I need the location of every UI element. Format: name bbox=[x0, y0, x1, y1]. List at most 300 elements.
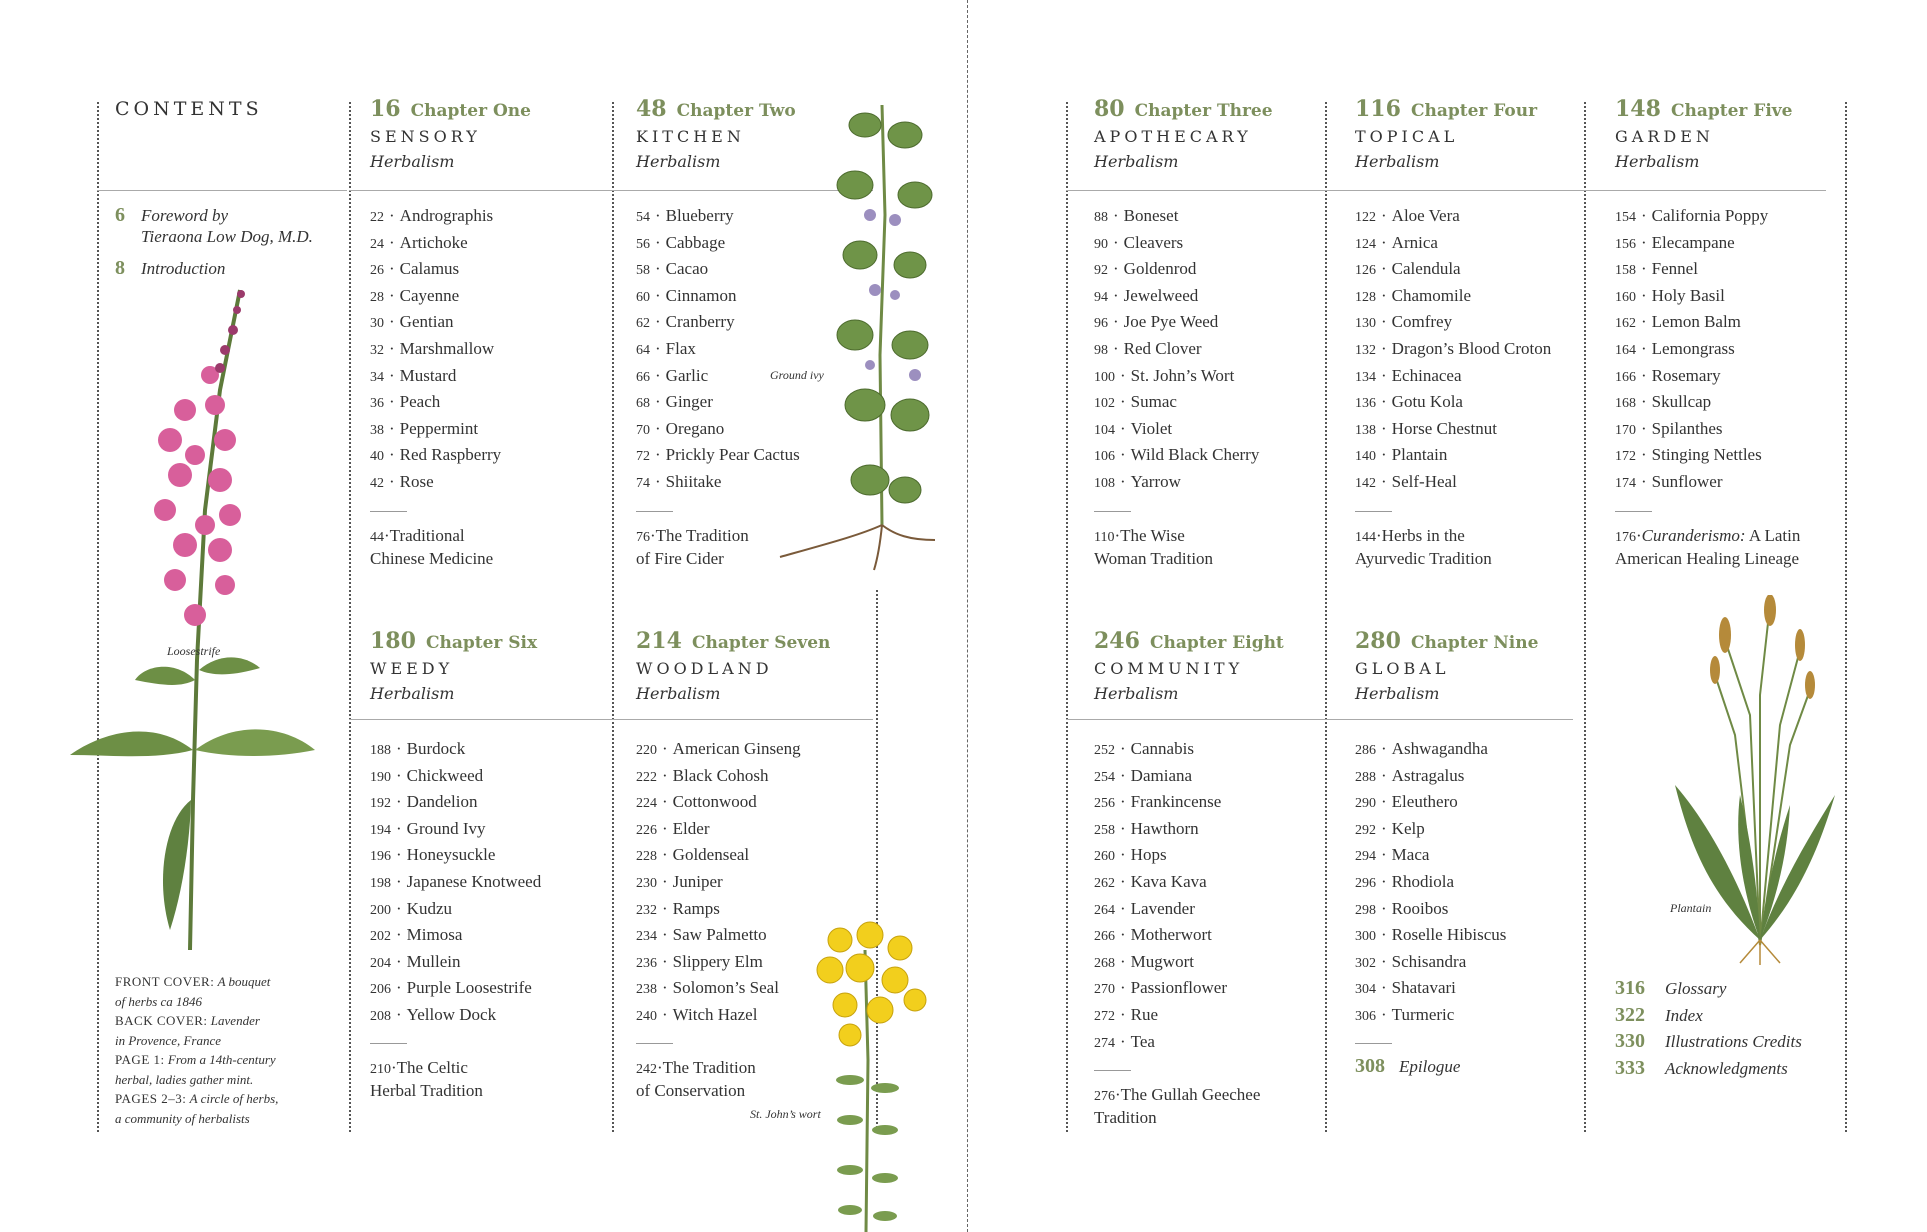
closing-text: Herbs in the bbox=[1381, 526, 1465, 545]
entry-title: Kava Kava bbox=[1130, 871, 1207, 891]
toc-entry: 30 · Gentian bbox=[370, 312, 454, 332]
entry-page: 274 bbox=[1094, 1035, 1115, 1051]
toc-entry: 288 · Astragalus bbox=[1355, 765, 1465, 785]
chapter-name: TOPICAL bbox=[1355, 127, 1459, 146]
toc-entry: 56 · Cabbage bbox=[636, 232, 726, 252]
chapter-page: 180 bbox=[370, 628, 416, 654]
entry-title: Dandelion bbox=[406, 792, 478, 812]
entry-title: Oregano bbox=[665, 418, 725, 438]
credit-text: A circle of herbs, bbox=[189, 1091, 279, 1106]
closing-text: Tradition bbox=[1094, 1108, 1157, 1127]
section-divider bbox=[370, 1043, 407, 1044]
back-matter-list bbox=[1615, 975, 1802, 1081]
toc-entry: 196 · Honeysuckle bbox=[370, 845, 496, 865]
entry-page: 96 bbox=[1094, 316, 1108, 332]
entry-page: 266 bbox=[1094, 929, 1115, 945]
entry-page: 240 bbox=[636, 1008, 657, 1024]
entry-page: 306 bbox=[1355, 1008, 1376, 1024]
entry-page: 124 bbox=[1355, 236, 1376, 252]
toc-entry: 206 · Purple Loosestrife bbox=[370, 978, 532, 998]
entry-page: 26 bbox=[370, 263, 384, 279]
st-johns-wort-illustration bbox=[750, 920, 960, 1232]
plantain-illustration bbox=[1640, 595, 1850, 965]
toc-entry: 128 · Chamomile bbox=[1355, 285, 1471, 305]
entry-title: St. John’s Wort bbox=[1130, 365, 1235, 385]
toc-entry: 140 · Plantain bbox=[1355, 445, 1448, 465]
toc-entry: 254 · Damiana bbox=[1094, 765, 1193, 785]
closing-entry: 210·The Celtic Herbal Tradition bbox=[370, 1058, 483, 1100]
closing-text: Herbal Tradition bbox=[370, 1081, 483, 1100]
toc-entry: 294 · Maca bbox=[1355, 845, 1430, 865]
toc-entry: 266 · Motherwort bbox=[1094, 925, 1212, 945]
entry-page: 142 bbox=[1355, 475, 1376, 491]
foreword-label: Foreword by bbox=[141, 206, 229, 225]
toc-entry: 106 · Wild Black Cherry bbox=[1094, 445, 1260, 465]
closing-entry: 76·The Tradition of Fire Cider bbox=[636, 526, 749, 568]
closing-page: 144 bbox=[1355, 530, 1376, 545]
entry-page: 206 bbox=[370, 982, 391, 998]
introduction-page: 8 bbox=[115, 257, 125, 279]
entry-page: 258 bbox=[1094, 822, 1115, 838]
closing-entry: 242·The Tradition of Conservation bbox=[636, 1058, 756, 1100]
entry-page: 156 bbox=[1615, 236, 1636, 252]
toc-entry: 188 · Burdock bbox=[370, 739, 466, 758]
entry-title: Red Raspberry bbox=[399, 445, 502, 465]
entry-title: Maca bbox=[1391, 845, 1430, 865]
entry-title: Joe Pye Weed bbox=[1123, 312, 1219, 332]
closing-page: 210 bbox=[370, 1062, 391, 1077]
entry-page: 298 bbox=[1355, 902, 1376, 918]
entry-page: 292 bbox=[1355, 822, 1376, 838]
chapter-header bbox=[1094, 96, 1273, 171]
entry-page: 254 bbox=[1094, 769, 1115, 785]
entry-page: 234 bbox=[636, 929, 657, 945]
back-matter-item: 333 Acknowledgments bbox=[1615, 1056, 1788, 1079]
section-divider bbox=[1355, 1043, 1392, 1044]
chapter-subtitle: Herbalism bbox=[1094, 152, 1179, 171]
toc-entry: 256 · Frankincense bbox=[1094, 792, 1222, 812]
toc-entry: 220 · American Ginseng bbox=[636, 739, 801, 758]
chapter-name: COMMUNITY bbox=[1094, 659, 1244, 678]
section-divider bbox=[1094, 511, 1131, 512]
entry-page: 200 bbox=[370, 902, 391, 918]
entry-title: Marshmallow bbox=[399, 338, 495, 358]
entry-page: 28 bbox=[370, 289, 384, 305]
entry-page: 252 bbox=[1094, 743, 1115, 758]
dotted-rule bbox=[349, 102, 351, 1132]
section-divider bbox=[1094, 1070, 1131, 1071]
entry-title: Shiitake bbox=[665, 471, 722, 491]
credit-label: BACK COVER: bbox=[115, 1013, 208, 1028]
entry-title: Tea bbox=[1130, 1031, 1155, 1051]
toc-entry: 292 · Kelp bbox=[1355, 818, 1425, 838]
toc-entry: 36 · Peach bbox=[370, 392, 441, 412]
entry-page: 134 bbox=[1355, 369, 1376, 385]
entry-page: 108 bbox=[1094, 475, 1115, 491]
entry-page: 138 bbox=[1355, 422, 1376, 438]
entry-title: Slippery Elm bbox=[672, 951, 763, 971]
entry-title: Lemongrass bbox=[1651, 338, 1735, 358]
entry-title: Peach bbox=[399, 392, 441, 412]
section-divider bbox=[370, 511, 407, 512]
section-divider bbox=[1615, 511, 1652, 512]
loosestrife-caption: Loosestrife bbox=[167, 644, 221, 658]
chapter-subtitle: Herbalism bbox=[370, 684, 455, 703]
entry-page: 304 bbox=[1355, 982, 1376, 998]
closing-page: 76 bbox=[636, 530, 650, 545]
entry-title: Aloe Vera bbox=[1391, 206, 1460, 225]
chapter-subtitle: Herbalism bbox=[1094, 684, 1179, 703]
chapter-header bbox=[1094, 628, 1284, 703]
toc-entry: 90 · Cleavers bbox=[1094, 232, 1184, 252]
closing-page: 176 bbox=[1615, 530, 1636, 545]
entry-page: 236 bbox=[636, 955, 657, 971]
entry-title: Echinacea bbox=[1391, 365, 1462, 385]
entry-page: 296 bbox=[1355, 875, 1376, 891]
entry-title: Ginger bbox=[665, 392, 713, 412]
closing-page: 110 bbox=[1094, 530, 1115, 545]
entry-title: Cleavers bbox=[1123, 232, 1184, 252]
credit-text: a community of herbalists bbox=[115, 1110, 250, 1126]
entry-title: Calamus bbox=[399, 259, 460, 279]
toc-entry: 238 · Solomon’s Seal bbox=[636, 978, 779, 998]
closing-entry: 176·Curanderismo: A Latin American Healing Lineage bbox=[1615, 526, 1801, 568]
toc-entry: 270 · Passionflower bbox=[1094, 978, 1227, 998]
entry-title: Artichoke bbox=[399, 232, 468, 252]
entry-title: Damiana bbox=[1130, 765, 1193, 785]
entry-page: 220 bbox=[636, 743, 657, 758]
toc-entry: 262 · Kava Kava bbox=[1094, 871, 1207, 891]
chapter-subtitle: Herbalism bbox=[636, 152, 721, 171]
epilogue-label: Epilogue bbox=[1399, 1057, 1461, 1076]
toc-entry: 226 · Elder bbox=[636, 818, 710, 838]
entry-title: Hops bbox=[1130, 845, 1167, 865]
closing-text: Ayurvedic Tradition bbox=[1355, 549, 1492, 568]
entry-title: Chickweed bbox=[406, 765, 484, 785]
entry-title: Rose bbox=[399, 471, 434, 491]
toc-entry: 126 · Calendula bbox=[1355, 259, 1461, 279]
entry-title: Rhodiola bbox=[1391, 871, 1455, 891]
introduction-label: Introduction bbox=[141, 259, 226, 278]
toc-entry: 102 · Sumac bbox=[1094, 392, 1177, 412]
toc-entry: 236 · Slippery Elm bbox=[636, 951, 763, 971]
entry-page: 256 bbox=[1094, 796, 1115, 812]
toc-entry: 192 · Dandelion bbox=[370, 792, 478, 812]
toc-entry: 302 · Schisandra bbox=[1355, 951, 1467, 971]
chapter-entry-list bbox=[1355, 736, 1506, 1029]
entry-title: Cottonwood bbox=[672, 792, 757, 812]
closing-page: 242 bbox=[636, 1062, 657, 1077]
chapter-name: APOTHECARY bbox=[1094, 127, 1252, 146]
entry-title: Mimosa bbox=[406, 925, 463, 945]
entry-page: 166 bbox=[1615, 369, 1636, 385]
chapter-entry-list bbox=[1615, 203, 1768, 496]
entry-page: 54 bbox=[636, 210, 650, 225]
back-matter-item: 322 Index bbox=[1615, 1003, 1703, 1026]
entry-title: Roselle Hibiscus bbox=[1391, 925, 1507, 945]
toc-entry: 22 · Andrographis bbox=[370, 206, 494, 225]
chapter-label: Chapter One bbox=[410, 101, 531, 121]
chapter-header bbox=[370, 628, 537, 703]
chapter-entry-list bbox=[1355, 203, 1551, 496]
entry-page: 104 bbox=[1094, 422, 1115, 438]
entry-page: 174 bbox=[1615, 475, 1636, 491]
section-divider bbox=[1355, 511, 1392, 512]
chapter-header bbox=[636, 628, 830, 703]
entry-title: Black Cohosh bbox=[672, 765, 769, 785]
entry-title: Eleuthero bbox=[1391, 792, 1458, 812]
chapter-entry-list bbox=[370, 203, 501, 496]
closing-text: A Latin bbox=[1748, 526, 1801, 545]
entry-page: 262 bbox=[1094, 875, 1115, 891]
back-matter-item: 316 Glossary bbox=[1615, 977, 1727, 999]
entry-title: Cacao bbox=[665, 259, 709, 279]
entry-title: Self-Heal bbox=[1391, 471, 1457, 491]
entry-title: Dragon’s Blood Croton bbox=[1391, 338, 1552, 358]
toc-entry: 300 · Roselle Hibiscus bbox=[1355, 925, 1507, 945]
dotted-rule bbox=[1066, 102, 1068, 1132]
chapter-label: Chapter Two bbox=[676, 101, 796, 121]
credit-label: FRONT COVER: bbox=[115, 974, 215, 989]
toc-entry: 164 · Lemongrass bbox=[1615, 338, 1735, 358]
toc-entry: 58 · Cacao bbox=[636, 259, 709, 279]
entry-title: Comfrey bbox=[1391, 312, 1453, 332]
st-johns-wort-caption: St. John’s wort bbox=[750, 1107, 821, 1121]
entry-page: 126 bbox=[1355, 263, 1376, 279]
entry-title: Calendula bbox=[1391, 259, 1461, 279]
chapter-page: 280 bbox=[1355, 628, 1401, 654]
toc-entry: 92 · Goldenrod bbox=[1094, 259, 1197, 279]
entry-title: Andrographis bbox=[399, 206, 494, 225]
entry-page: 232 bbox=[636, 902, 657, 918]
entry-title: Cabbage bbox=[665, 232, 726, 252]
entry-title: Witch Hazel bbox=[672, 1004, 758, 1024]
closing-text: The Tradition bbox=[662, 1058, 756, 1077]
closing-text: Chinese Medicine bbox=[370, 549, 494, 568]
toc-entry: 228 · Goldenseal bbox=[636, 845, 750, 865]
toc-entry: 122 · Aloe Vera bbox=[1355, 206, 1460, 225]
entry-title: Rue bbox=[1130, 1004, 1159, 1024]
entry-title: Cinnamon bbox=[665, 285, 737, 305]
toc-entry: 142 · Self-Heal bbox=[1355, 471, 1457, 491]
entry-title: Holy Basil bbox=[1651, 285, 1725, 305]
entry-title: Jewelweed bbox=[1123, 285, 1199, 305]
entry-page: 268 bbox=[1094, 955, 1115, 971]
chapter-header bbox=[1615, 96, 1793, 171]
entry-page: 56 bbox=[636, 236, 650, 252]
ground-ivy-illustration bbox=[770, 95, 940, 575]
toc-entry: 70 · Oregano bbox=[636, 418, 725, 438]
toc-entry: 272 · Rue bbox=[1094, 1004, 1159, 1024]
foreword-author: Tieraona Low Dog, M.D. bbox=[141, 227, 313, 246]
entry-page: 136 bbox=[1355, 396, 1376, 412]
entry-page: 170 bbox=[1615, 422, 1636, 438]
toc-entry: 62 · Cranberry bbox=[636, 312, 735, 332]
entry-page: 40 bbox=[370, 449, 384, 465]
cover-credits bbox=[115, 972, 335, 1128]
chapter-header bbox=[1355, 96, 1537, 171]
entry-title: Red Clover bbox=[1123, 338, 1202, 358]
entry-page: 198 bbox=[370, 875, 391, 891]
closing-text: The Wise bbox=[1120, 526, 1185, 545]
entry-page: 128 bbox=[1355, 289, 1376, 305]
chapter-label: Chapter Three bbox=[1134, 101, 1273, 121]
credit-text: From a 14th-century bbox=[167, 1052, 276, 1067]
entry-title: Lemon Balm bbox=[1651, 312, 1741, 332]
entry-page: 58 bbox=[636, 263, 650, 279]
entry-page: 204 bbox=[370, 955, 391, 971]
entry-title: Sumac bbox=[1130, 392, 1177, 412]
toc-entry: 28 · Cayenne bbox=[370, 285, 460, 305]
entry-title: Blueberry bbox=[665, 206, 734, 225]
toc-entry: 136 · Gotu Kola bbox=[1355, 392, 1463, 412]
entry-page: 130 bbox=[1355, 316, 1376, 332]
toc-entry: 158 · Fennel bbox=[1615, 259, 1698, 279]
entry-page: 260 bbox=[1094, 849, 1115, 865]
toc-entry: 124 · Arnica bbox=[1355, 232, 1438, 252]
chapter-page: 214 bbox=[636, 628, 682, 654]
entry-page: 102 bbox=[1094, 396, 1115, 412]
toc-entry: 26 · Calamus bbox=[370, 259, 460, 279]
closing-page: 44 bbox=[370, 530, 384, 545]
dotted-rule bbox=[1584, 102, 1586, 1132]
toc-entry: 134 · Echinacea bbox=[1355, 365, 1462, 385]
credit-text: A bouquet bbox=[217, 974, 271, 989]
section-divider bbox=[636, 1043, 673, 1044]
entry-title: Hawthorn bbox=[1130, 818, 1199, 838]
entry-page: 140 bbox=[1355, 449, 1376, 465]
toc-entry: 96 · Joe Pye Weed bbox=[1094, 312, 1219, 332]
entry-title: Solomon’s Seal bbox=[672, 978, 779, 998]
entry-page: 24 bbox=[370, 236, 384, 252]
entry-page: 34 bbox=[370, 369, 384, 385]
toc-entry: 108 · Yarrow bbox=[1094, 471, 1181, 491]
entry-page: 190 bbox=[370, 769, 391, 785]
entry-page: 194 bbox=[370, 822, 391, 838]
entry-title: Juniper bbox=[672, 871, 723, 891]
header-rule bbox=[1066, 719, 1573, 720]
chapter-name: SENSORY bbox=[370, 127, 481, 146]
closing-italic: Curanderismo: bbox=[1641, 526, 1746, 545]
ground-ivy-caption: Ground ivy bbox=[770, 368, 824, 382]
toc-entry: 204 · Mullein bbox=[370, 951, 461, 971]
toc-entry: 98 · Red Clover bbox=[1094, 338, 1202, 358]
toc-entry: 166 · Rosemary bbox=[1615, 365, 1721, 385]
entry-title: Astragalus bbox=[1391, 765, 1465, 785]
credit-label: PAGES 2–3: bbox=[115, 1091, 187, 1106]
entry-page: 64 bbox=[636, 342, 650, 358]
toc-entry: 42 · Rose bbox=[370, 471, 434, 491]
toc-entry: 60 · Cinnamon bbox=[636, 285, 737, 305]
entry-title: Lavender bbox=[1130, 898, 1195, 918]
chapter-entry-list bbox=[1094, 203, 1259, 496]
credit-label: PAGE 1: bbox=[115, 1052, 165, 1067]
toc-entry: 104 · Violet bbox=[1094, 418, 1173, 438]
entry-title: Cayenne bbox=[399, 285, 460, 305]
chapter-name: WEEDY bbox=[370, 659, 454, 678]
toc-entry: 298 · Rooibos bbox=[1355, 898, 1449, 918]
toc-entry: 290 · Eleuthero bbox=[1355, 792, 1458, 812]
toc-entry: 66 · Garlic bbox=[636, 365, 709, 385]
entry-page: 42 bbox=[370, 475, 384, 491]
entry-page: 94 bbox=[1094, 289, 1108, 305]
toc-entry: 232 · Ramps bbox=[636, 898, 720, 918]
header-rule bbox=[1066, 190, 1826, 191]
chapter-page: 246 bbox=[1094, 628, 1140, 654]
entry-page: 60 bbox=[636, 289, 650, 305]
toc-entry: 54 · Blueberry bbox=[636, 206, 734, 225]
entry-page: 290 bbox=[1355, 796, 1376, 812]
entry-title: Gentian bbox=[399, 312, 454, 332]
closing-text: The Celtic bbox=[396, 1058, 468, 1077]
chapter-name: WOODLAND bbox=[636, 659, 773, 678]
closing-text: Woman Tradition bbox=[1094, 549, 1214, 568]
toc-entry: 74 · Shiitake bbox=[636, 471, 722, 491]
credit-text: of herbs ca 1846 bbox=[115, 993, 203, 1009]
toc-entry: 156 · Elecampane bbox=[1615, 232, 1735, 252]
closing-entry: 44·Traditional Chinese Medicine bbox=[370, 526, 494, 568]
toc-entry: 296 · Rhodiola bbox=[1355, 871, 1455, 891]
entry-page: 66 bbox=[636, 369, 650, 385]
entry-title: Ramps bbox=[672, 898, 720, 918]
entry-page: 38 bbox=[370, 422, 384, 438]
toc-entry: 64 · Flax bbox=[636, 338, 696, 358]
toc-entry: 234 · Saw Palmetto bbox=[636, 925, 767, 945]
toc-entry: 162 · Lemon Balm bbox=[1615, 312, 1741, 332]
entry-title: Yellow Dock bbox=[406, 1004, 497, 1024]
entry-title: Elecampane bbox=[1651, 232, 1735, 252]
entry-page: 90 bbox=[1094, 236, 1108, 252]
entry-title: Elder bbox=[672, 818, 710, 838]
closing-entry: 144·Herbs in the Ayurvedic Tradition bbox=[1355, 526, 1492, 568]
toc-entry: 130 · Comfrey bbox=[1355, 312, 1453, 332]
toc-entry: 100 · St. John’s Wort bbox=[1094, 365, 1235, 385]
closing-text: of Fire Cider bbox=[636, 549, 724, 568]
toc-entry: 32 · Marshmallow bbox=[370, 338, 495, 358]
toc-entry: 40 · Red Raspberry bbox=[370, 445, 502, 465]
entry-page: 22 bbox=[370, 210, 384, 225]
entry-title: Cranberry bbox=[665, 312, 735, 332]
chapter-subtitle: Herbalism bbox=[1355, 152, 1440, 171]
toc-entry: 132 · Dragon’s Blood Croton bbox=[1355, 338, 1552, 358]
entry-title: Burdock bbox=[406, 739, 466, 758]
entry-page: 238 bbox=[636, 982, 657, 998]
closing-text: of Conservation bbox=[636, 1081, 746, 1100]
entry-page: 92 bbox=[1094, 263, 1108, 279]
entry-title: Plantain bbox=[1391, 445, 1448, 465]
entry-title: Ashwagandha bbox=[1391, 739, 1488, 758]
entry-title: Arnica bbox=[1391, 232, 1438, 252]
entry-title: Violet bbox=[1130, 418, 1173, 438]
toc-entry: 224 · Cottonwood bbox=[636, 792, 757, 812]
entry-title: Mustard bbox=[399, 365, 457, 385]
entry-title: Spilanthes bbox=[1651, 418, 1723, 438]
toc-entry: 154 · California Poppy bbox=[1615, 206, 1769, 225]
chapter-page: 16 bbox=[370, 96, 401, 122]
closing-text: The Tradition bbox=[655, 526, 749, 545]
entry-title: Frankincense bbox=[1130, 792, 1222, 812]
toc-entry: 268 · Mugwort bbox=[1094, 951, 1194, 971]
entry-title: Mullein bbox=[406, 951, 461, 971]
entry-title: Prickly Pear Cactus bbox=[665, 445, 800, 465]
back-matter-item: 330 Illustrations Credits bbox=[1615, 1030, 1802, 1053]
entry-page: 230 bbox=[636, 875, 657, 891]
entry-title: Skullcap bbox=[1651, 392, 1712, 412]
chapter-label: Chapter Four bbox=[1410, 101, 1538, 121]
toc-entry: 168 · Skullcap bbox=[1615, 392, 1712, 412]
section-divider bbox=[636, 511, 673, 512]
entry-page: 192 bbox=[370, 796, 391, 812]
